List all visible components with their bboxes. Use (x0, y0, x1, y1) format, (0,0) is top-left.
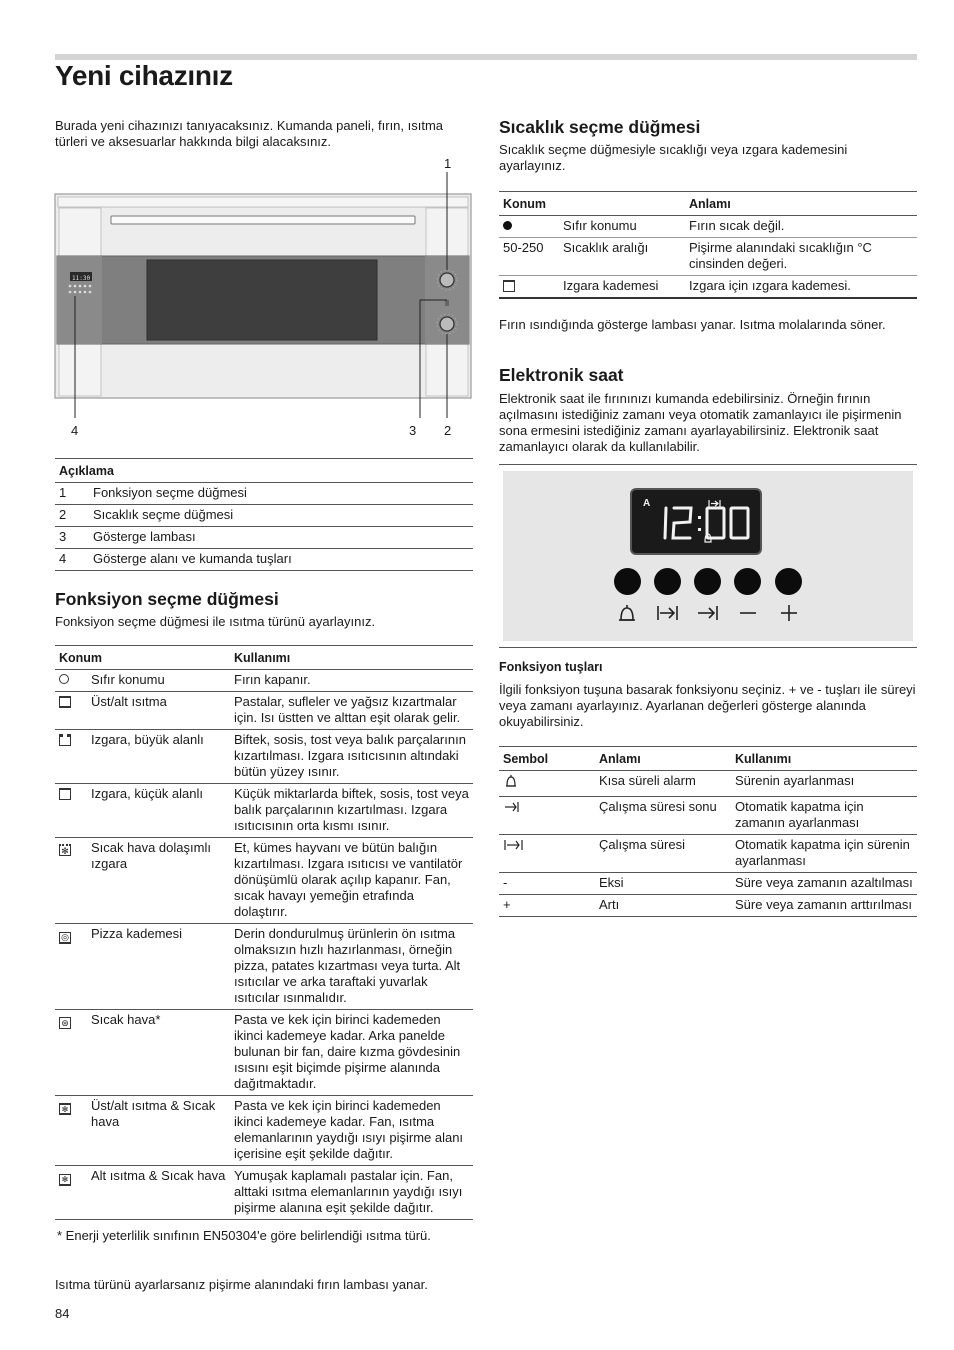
table-row: - Eksi Süre veya zamanın azaltılması (499, 873, 917, 895)
function-table (55, 645, 473, 1220)
zero-dot-icon (503, 221, 512, 230)
hot-air-icon: ⊛ (59, 1017, 71, 1029)
end-time-button[interactable] (694, 568, 721, 595)
button-symbols (614, 603, 804, 625)
footnote: * Enerji yeterlilik sınıfının EN50304'e göre belirlendiği ısıtma türü. (57, 1228, 431, 1243)
end-time-icon (698, 606, 717, 620)
zero-position-icon (59, 674, 69, 684)
col-anlami: Anlamı (599, 752, 641, 766)
col-konum: Konum (503, 197, 547, 211)
table-row: + Artı Süre veya zamanın arttırılması (499, 895, 917, 917)
plus-icon (781, 605, 797, 621)
table-row: 3 Gösterge lambası (55, 527, 473, 549)
callout-3: 3 (409, 423, 417, 438)
temperature-heading: Sıcaklık seçme düğmesi (499, 117, 701, 137)
clock-display (630, 488, 762, 555)
table-row: Üst/alt ısıtma Pastalar, sufleler ve yağsız kızartmalar için. Isı üstten ve alttan eşit olarak gelir. (55, 692, 473, 730)
pizza-setting-icon: ◎ (59, 932, 71, 944)
plus-button[interactable] (775, 568, 802, 595)
temperature-note: Fırın ısındığında gösterge lambası yanar. Isıtma molalarında söner. (499, 317, 886, 332)
col-anlami: Anlamı (689, 197, 731, 211)
table-row: Çalışma süresi sonu Otomatik kapatma için zamanın ayarlanması (499, 797, 917, 835)
clock-desc: Elektronik saat ile fırınınızı kumanda edebilirsiniz. Örneğin fırının açılmasını istediğiniz zamanı veya otomatik zamanlayıcı ile pişirmenin sona ermesini istediğiniz zamanı ayarlayabilirsiniz. Elektronik saat zamanlayıcı olarak da kullanılabilir. (499, 391, 902, 454)
table-row: Sıfır konumu Fırın kapanır. (55, 670, 473, 692)
table-row: Çalışma süresi Otomatik kapatma için sürenin ayarlanması (499, 835, 917, 873)
clock-figure (499, 464, 917, 648)
legend-table (55, 458, 473, 571)
oven-figure (40, 150, 480, 450)
col-sembol: Sembol (503, 752, 549, 766)
auto-indicator: A (643, 498, 651, 509)
table-row: 2 Sıcaklık seçme düğmesi (55, 505, 473, 527)
duration-icon (503, 837, 525, 853)
table-row: 4 Gösterge alanı ve kumanda tuşları (55, 549, 473, 571)
plus-symbol: + (503, 897, 511, 912)
page-number: 84 (55, 1306, 70, 1321)
table-row: ✻ Alt ısıtma & Sıcak hava Yumuşak kaplamalı pastalar için. Fan, alttaki ısıtma elemanlarının yaydığı ısıyı pişirme alanına eşit şekilde dağıtır. (55, 1166, 473, 1220)
callout-1: 1 (444, 156, 452, 171)
table-row: Kısa süreli alarm Sürenin ayarlanması (499, 771, 917, 797)
bell-icon (503, 773, 519, 789)
svg-text:11:30: 11:30 (72, 275, 91, 282)
callout-2: 2 (444, 423, 452, 438)
table-row: ✻ Üst/alt ısıtma & Sıcak hava Pasta ve kek için birinci kademeden ikinci kademeye kadar. Fan, ısıtma elemanlarının yaydığı ısıyı pişirme alanı içerisine eşit şekilde dağıtır. (55, 1096, 473, 1166)
clock-heading: Elektronik saat (499, 365, 624, 385)
grill-small-icon (59, 788, 71, 800)
grill-setting-icon (503, 280, 515, 292)
table-row: Izgara, küçük alanlı Küçük miktarlarda biftek, sosis, tost veya balık parçalarının kızartılması. Izgara ısıtıcısının orta kısmı ısınır. (55, 784, 473, 838)
table-row: ⊛ Sıcak hava* Pasta ve kek için birinci kademeden ikinci kademeye kadar. Arka panelde bulunan bir fan, daire kızma gövdesinin ısısını eşit biçimde pişirme alanında dağıtmaktadır. (55, 1010, 473, 1096)
minus-symbol: - (503, 875, 508, 890)
table-row: Izgara, büyük alanlı Biftek, sosis, tost veya balık parçalarının kızartılması. Izgara ısıtıcısının altındaki bütün yüzey ısınır. (55, 730, 473, 784)
symbol-table (499, 746, 917, 917)
duration-button[interactable] (654, 568, 681, 595)
top-bottom-heat-icon (59, 696, 71, 708)
table-row: ◎ Pizza kademesi Derin dondurulmuş ürünlerin ön ısıtma olmaksızın hızlı hazırlanması, örneğin pizza, patates kızartması veya turta. Alt ısıtıcılar ve arka taraftaki yuvarlak ısıtıcılar ısınmalıdır. (55, 924, 473, 1010)
top-bottom-hot-air-icon: ✻ (59, 1103, 71, 1115)
temperature-table (499, 191, 917, 299)
col-kullanim: Kullanımı (735, 752, 792, 766)
bottom-heat-hot-air-icon: ✻ (59, 1174, 71, 1186)
table-row: 1 Fonksiyon seçme düğmesi (55, 483, 473, 505)
grill-large-icon (59, 734, 71, 746)
function-heading: Fonksiyon seçme düğmesi (55, 589, 279, 609)
function-keys-heading: Fonksiyon tuşları (499, 660, 603, 674)
lamp-note: Isıtma türünü ayarlarsanız pişirme alanındaki fırın lambası yanar. (55, 1277, 428, 1292)
circulated-air-grill-icon: ✻ (59, 844, 71, 856)
intro-text: Burada yeni cihazınızı tanıyacaksınız. Kumanda paneli, fırın, ısıtma türleri ve aksesuarlar hakkında bilgi alacaksınız. (55, 118, 444, 149)
col-konum: Konum (59, 651, 103, 665)
temperature-desc: Sıcaklık seçme düğmesiyle sıcaklığı veya ızgara kademesini ayarlayınız. (499, 142, 848, 173)
callout-4: 4 (71, 423, 79, 438)
page-title: Yeni cihazınız (55, 60, 233, 91)
end-time-icon (503, 799, 521, 815)
function-keys-desc: İlgili fonksiyon tuşuna basarak fonksiyonu seçiniz. + ve - tuşları ile süreyi veya zamanı ayarlayınız. Ayarlanan değerleri gösterge alanında okuyabilirsiniz. (499, 682, 916, 729)
function-desc: Fonksiyon seçme düğmesi ile ısıtma türünü ayarlayınız. (55, 614, 376, 629)
legend-header: Açıklama (59, 464, 114, 478)
duration-icon (658, 606, 677, 620)
table-row: 50-250 Sıcaklık aralığı Pişirme alanındaki sıcaklığın °C cinsinden değeri. (499, 238, 917, 276)
bell-icon (619, 605, 635, 620)
table-row: Izgara kademesi Izgara için ızgara kademesi. (499, 276, 917, 299)
minus-button[interactable] (734, 568, 761, 595)
col-kullanim: Kullanımı (234, 651, 291, 665)
table-row: ✻ Sıcak hava dolaşımlı ızgara Et, kümes hayvanı ve bütün balığın kızartılması. Izgara ısıtıcısı ve vantilatör dönüşümlü olarak açılıp kapanır. Fan, sıcak havayı yemeğin etrafında dolaştırır. (55, 838, 473, 924)
table-row: Sıfır konumu Fırın sıcak değil. (499, 216, 917, 238)
alarm-button[interactable] (614, 568, 641, 595)
